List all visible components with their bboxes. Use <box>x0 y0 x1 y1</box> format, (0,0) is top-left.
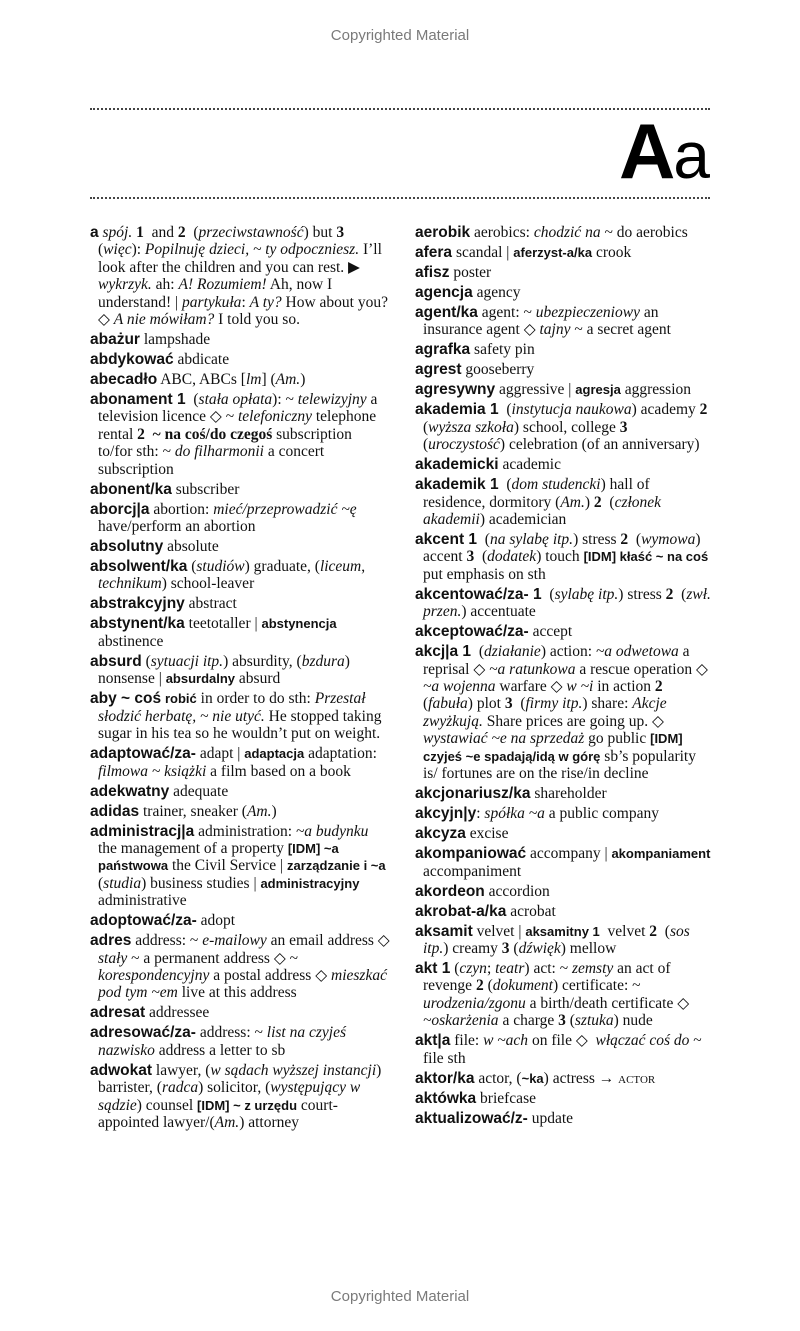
dictionary-entry: aktówka briefcase <box>415 1089 536 1107</box>
dictionary-entry: aktor/ka actor, (~ka) actress → actor <box>415 1069 656 1087</box>
dictionary-entry: akt 1 (czyn; teatr) act: ~ zemsty an act of revenge 2 (dokument) certificate: ~ urodzenia/zgonu a birth/death certificate ◇ ~oskarżenia a charge 3 (sztuka) nude <box>415 959 690 1030</box>
dictionary-entry: a spój. 1 and 2 (przeciwstawność) but 3 (więc): Popilnuję dzieci, ~ ty odpoczniesz. I’ll look after the children and you can rest. ▶ wykrzyk. ah: A! Rozumiem! Ah, now I understand! | partykuła: A ty? How about you? ◇ A nie mówiłam? I told you so. <box>90 224 388 329</box>
dictionary-entry: akcyjn|y: spółka ~a a public company <box>415 805 659 823</box>
dotted-rule-top <box>90 108 710 110</box>
dictionary-entry: akademicki academic <box>415 456 561 474</box>
dictionary-entry: abonament 1 (stała opłata): ~ telewizyjny a television licence ◇ ~ telefoniczny telephone rental 2 ~ na coś/do czegoś subscription to/for sth: ~ do filharmonii a concert subscription <box>90 391 378 478</box>
dictionary-entry: aktualizować/z- update <box>415 1109 574 1127</box>
dictionary-entry: agrest gooseberry <box>415 361 535 379</box>
dictionary-entry: adwokat lawyer, (w sądach wyższej instancji) barrister, (radca) solicitor, (występujący w sądzie) counsel [IDM] ~ z urzędu court-appointed lawyer/(Am.) attorney <box>90 1061 382 1131</box>
dictionary-entry: adres address: ~ e-mailowy an email address ◇ stały ~ a permanent address ◇ ~ korespondencyjny a postal address ◇ mieszkać pod tym ~em live at this address <box>90 932 390 1002</box>
dictionary-entry: adresować/za- address: ~ list na czyjeś nazwisko address a letter to sb <box>90 1024 346 1059</box>
dictionary-entry: agresywny aggressive | agresja aggression <box>415 381 692 399</box>
dictionary-entry: akompaniować accompany | akompaniament accompaniment <box>415 845 711 880</box>
dotted-rule-bottom <box>90 197 710 199</box>
dictionary-entry: akcyza excise <box>415 825 509 843</box>
dictionary-entry: abstynent/ka teetotaller | abstynencja abstinence <box>90 615 337 650</box>
dictionary-entry: akcentować/za- 1 (sylabę itp.) stress 2 (zwł. przen.) accentuate <box>415 585 711 621</box>
dictionary-entry: administracj|a administration: ~a budynku the management of a property [IDM] ~a państwowa the Civil Service | zarządzanie i ~a (studia) business studies | administracyjny administrative <box>90 822 386 910</box>
dictionary-entry: abonent/ka subscriber <box>90 480 240 498</box>
dictionary-entry: abstrakcyjny abstract <box>90 595 237 613</box>
dictionary-entry: aerobik aerobics: chodzić na ~ do aerobics <box>415 224 688 241</box>
dictionary-entry: adekwatny adequate <box>90 782 229 800</box>
dictionary-entry: absurd (sytuacji itp.) absurdity, (bzdura) nonsense | absurdalny absurd <box>90 652 350 688</box>
dictionary-entry: adoptować/za- adopt <box>90 912 236 930</box>
dictionary-entry: afisz poster <box>415 264 492 281</box>
dictionary-entry: akcjonariusz/ka shareholder <box>415 785 607 803</box>
dictionary-entry: akcj|a 1 (działanie) action: ~a odwetowa a reprisal ◇ ~a ratunkowa a rescue operation ◇ ~a wojenna warfare ◇ w ~i in action 2 (fabuła) plot 3 (firmy itp.) share: Akcje zwyżkują. Share prices are going up. ◇ wystawiać ~e na sprzedaż go public [IDM] czyjeś ~e spadają/idą w górę sb’s popularity is/ fortunes are on the rise/in decline <box>415 643 708 783</box>
copyright-notice-top: Copyrighted Material <box>330 27 470 44</box>
dictionary-entry: afera scandal | aferzyst-a/ka crook <box>415 244 632 261</box>
dictionary-entry: akademia 1 (instytucja naukowa) academy 2 (wyższa szkoła) school, college 3 (uroczystość) celebration (of an anniversary) <box>415 401 708 454</box>
dictionary-entry: adaptować/za- adapt | adaptacja adaptation: filmowa ~ książki a film based on a book <box>90 745 377 780</box>
dictionary-entry: absolwent/ka (studiów) graduate, (liceum, technikum) school-leaver <box>90 558 366 593</box>
dictionary-entry: adresat addressee <box>90 1004 210 1022</box>
dictionary-entry: agent/ka agent: ~ ubezpieczeniowy an insurance agent ◇ tajny ~ a secret agent <box>415 304 671 339</box>
dictionary-entry: absolutny absolute <box>90 538 219 556</box>
dictionary-entry: akademik 1 (dom studencki) hall of residence, dormitory (Am.) 2 (członek akademii) academician <box>415 476 662 529</box>
dictionary-entry: abecadło ABC, ABCs [lm] (Am.) <box>90 371 306 389</box>
dictionary-column-left <box>90 224 390 1134</box>
dictionary-entry: abażur lampshade <box>90 331 211 349</box>
dictionary-entry: akceptować/za- accept <box>415 623 573 641</box>
dictionary-entry: aby ~ coś robić in order to do sth: Przestał słodzić herbatę, ~ nie utyć. He stopped taking sugar in his tea so he wouldn’t put on weight. <box>90 690 382 743</box>
copyright-notice-bottom: Copyrighted Material <box>330 1288 470 1305</box>
dictionary-entry: aksamit velvet | aksamitny 1 velvet 2 (sos itp.) creamy 3 (dźwięk) mellow <box>415 922 690 957</box>
dictionary-entry: aborcj|a abortion: mieć/przeprowadzić ~ę have/perform an abortion <box>90 500 357 536</box>
dictionary-entry: abdykować abdicate <box>90 351 230 369</box>
dictionary-entry: akordeon accordion <box>415 882 550 900</box>
dictionary-entry: adidas trainer, sneaker (Am.) <box>90 802 277 820</box>
section-letter-lower: a <box>673 118 708 192</box>
section-letter-heading <box>619 108 708 198</box>
dictionary-entry: akrobat-a/ka acrobat <box>415 902 556 920</box>
dictionary-entry: agencja agency <box>415 284 521 301</box>
dictionary-entry: agrafka safety pin <box>415 341 535 359</box>
section-letter-upper: A <box>618 107 674 195</box>
dictionary-entry: akt|a file: w ~ach on file ◇ włączać coś do ~ file sth <box>415 1032 702 1067</box>
dictionary-entry: akcent 1 (na sylabę itp.) stress 2 (wymowa) accent 3 (dodatek) touch [IDM] kłaść ~ na coś put emphasis on sth <box>415 531 709 583</box>
dictionary-column-right <box>415 224 711 1130</box>
